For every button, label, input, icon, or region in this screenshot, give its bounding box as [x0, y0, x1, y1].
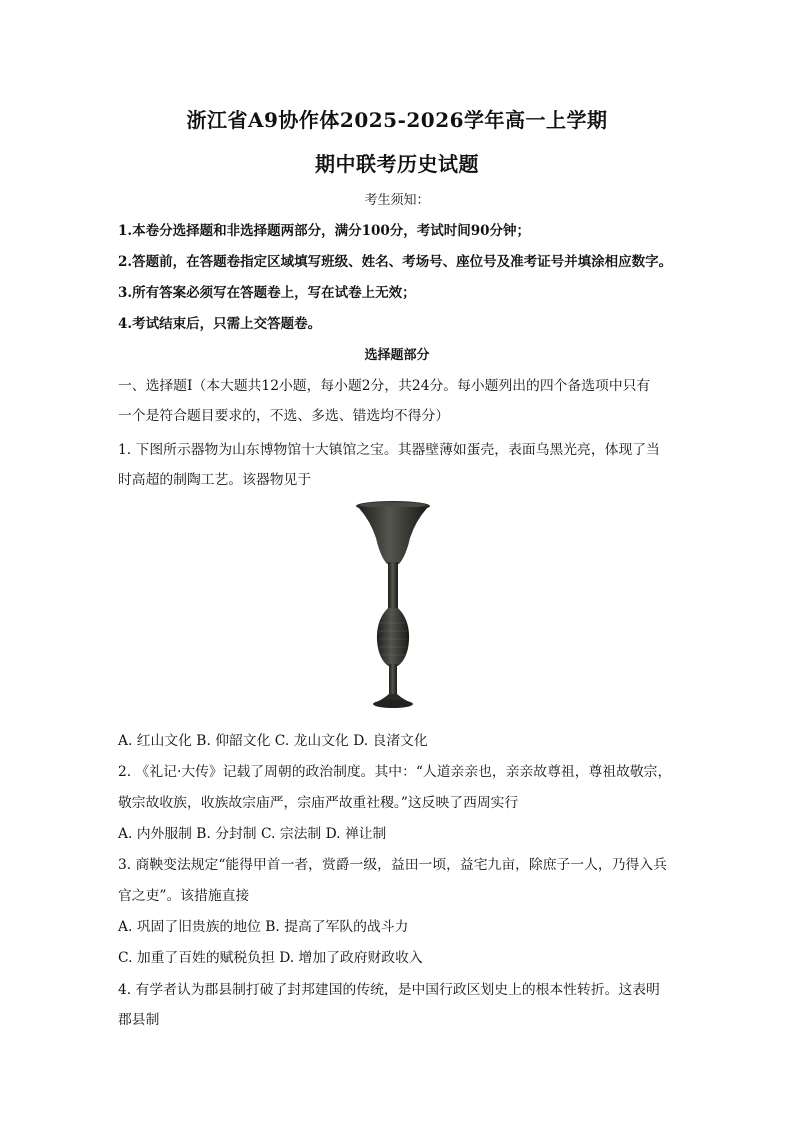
- section-intro-line2: 一个是符合题目要求的，不选、多选、错选均不得分）: [118, 408, 450, 424]
- notice-item-1: 1.本卷分选择题和非选择题两部分，满分100分，考试时间90分钟；: [118, 223, 531, 239]
- section-intro-line1: 一、选择题Ⅰ（本大题共12小题，每小题2分，共24分。每小题列出的四个备选项中只有: [118, 378, 651, 394]
- notice-item-4: 4.考试结束后，只需上交答题卷。: [118, 316, 322, 332]
- question-3-line2: 官之吏”。该措施直接: [118, 888, 250, 904]
- exam-title-line2: 期中联考历史试题: [315, 152, 479, 176]
- question-3-options-line2: C. 加重了百姓的赋税负担 D. 增加了政府财政收入: [118, 950, 423, 966]
- question-2-line2: 敬宗故收族，收族故宗庙严，宗庙严故重社稷。”这反映了西周实行: [118, 795, 519, 811]
- exam-title-line1: 浙江省A9协作体2025-2026学年高一上学期: [186, 108, 608, 132]
- pottery-goblet-image: [352, 498, 434, 712]
- notice-item-3: 3.所有答案必须写在答题卷上，写在试卷上无效；: [118, 285, 416, 301]
- question-1-line1: 1. 下图所示器物为山东博物馆十大镇馆之宝。其器壁薄如蛋壳，表面乌黑光亮，体现了当: [118, 442, 660, 458]
- question-3-options-line1: A. 巩固了旧贵族的地位 B. 提高了军队的战斗力: [118, 919, 409, 935]
- question-4-line2: 郡县制: [118, 1012, 160, 1028]
- section-heading: 选择题部分: [364, 348, 430, 363]
- question-4-line1: 4. 有学者认为郡县制打破了封邦建国的传统，是中国行政区划史上的根本性转折。这表明: [118, 982, 660, 998]
- question-1-line2: 时高超的制陶工艺。该器物见于: [118, 472, 312, 488]
- question-1-options: A. 红山文化 B. 仰韶文化 C. 龙山文化 D. 良渚文化: [118, 733, 428, 749]
- question-2-options: A. 内外服制 B. 分封制 C. 宗法制 D. 禅让制: [118, 826, 387, 842]
- question-3-line1: 3. 商鞅变法规定“能得甲首一者，赏爵一级，益田一顷，益宅九亩，除庶子一人，乃得入兵: [118, 857, 667, 873]
- question-2-line1: 2. 《礼记·大传》记载了周朝的政治制度。其中：“人道亲亲也，亲亲故尊祖，尊祖故敬宗，: [118, 764, 672, 780]
- notice-item-2: 2.答题前，在答题卷指定区域填写班级、姓名、考场号、座位号及准考证号并填涂相应数字。: [118, 254, 673, 270]
- notice-heading: 考生须知：: [364, 193, 430, 208]
